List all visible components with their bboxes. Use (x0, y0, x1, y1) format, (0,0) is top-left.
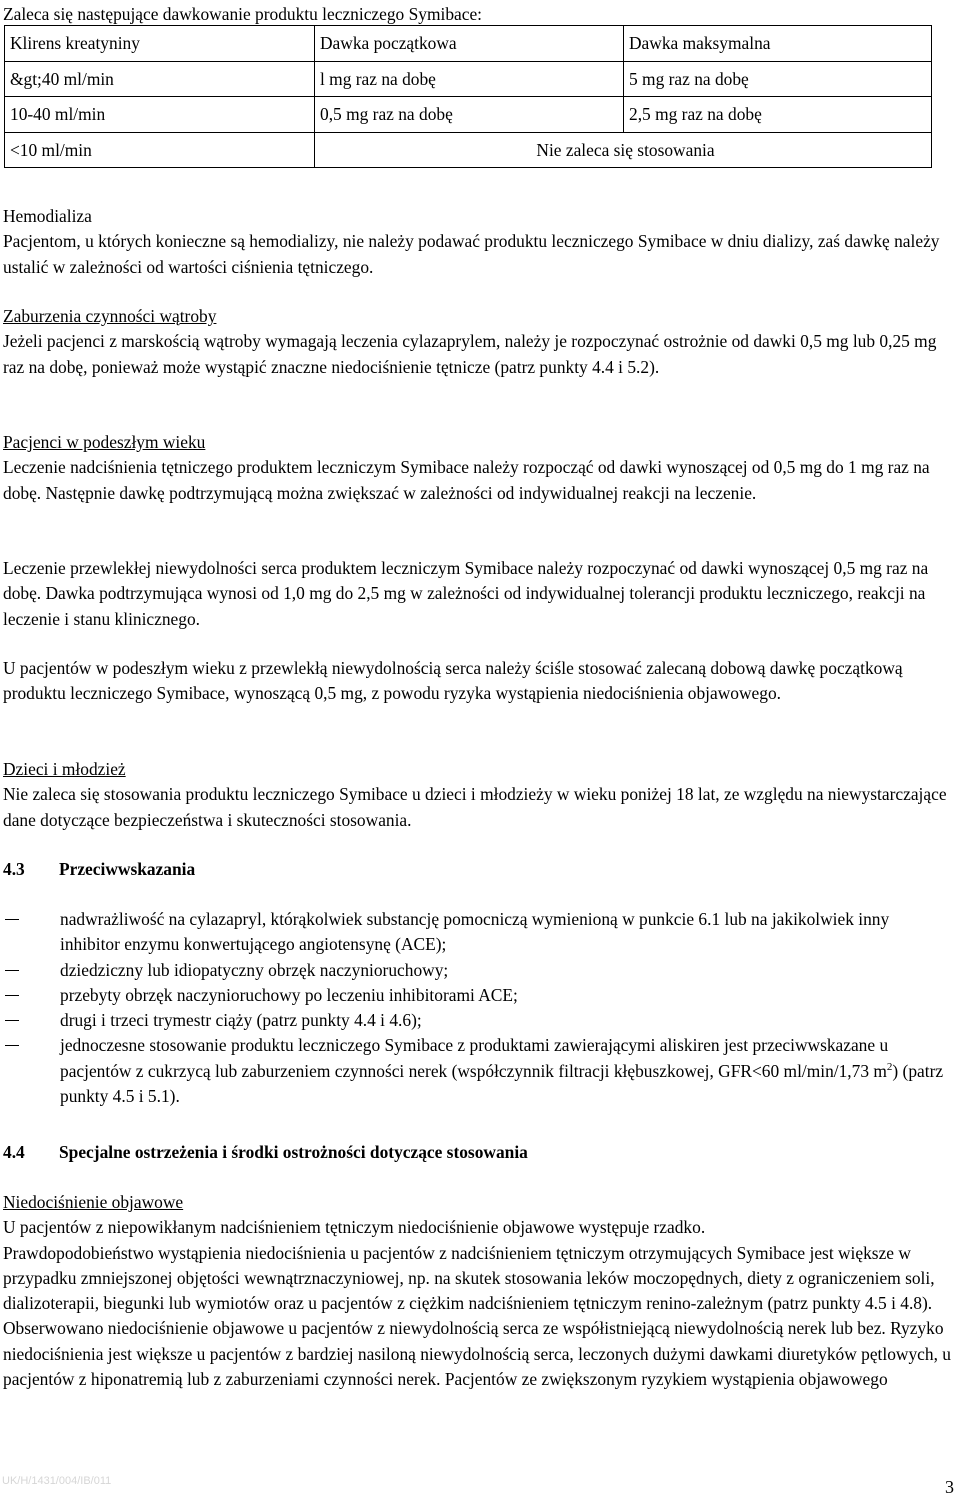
table-row (5, 61, 932, 97)
list-item: przebyty obrzęk naczynioruchowy po leczeniu inhibitorami ACE; (3, 983, 953, 1008)
section-number: 4.3 (3, 859, 25, 879)
elderly-section (3, 430, 953, 506)
table-cell: 10-40 ml/min (5, 97, 315, 133)
section-4-4-heading (3, 1140, 528, 1165)
table-header-cell: Klirens kreatyniny (5, 26, 315, 62)
liver-heading: Zaburzenia czynności wątroby (3, 306, 217, 326)
table-header-row (5, 26, 932, 62)
table-cell-merged: Nie zaleca się stosowania (315, 132, 932, 168)
hypotension-section (3, 1190, 953, 1392)
liver-text: Jeżeli pacjenci z marskością wątroby wymagają leczenia cylazaprylem, należy je rozpoczynać ostrożnie od dawki 0,5 mg lub 0,25 mg raz na dobę, ponieważ może wystąpić znaczne niedociśnienie tętnicze (patrz punkty 4.4 i 5.2). (3, 331, 937, 377)
list-item (3, 1033, 953, 1109)
table-row (5, 132, 932, 168)
section-4-3-heading (3, 857, 195, 882)
list-item-text: jednoczesne stosowanie produktu leczniczego Symibace z produktami zawierającymi aliskiren jest przeciwwskazane u pacjentów z cukrzycą lub zaburzeniem czynności nerek (współczynnik filtracji kłębuszkowej, GFR<60 ml/min/1,73 m (60, 1035, 889, 1081)
table-header-cell: Dawka początkowa (315, 26, 624, 62)
section-title: Przeciwwskazania (59, 859, 196, 879)
hypotension-line-2: Prawdopodobieństwo wystąpienia niedociśnienia u pacjentów z nadciśnieniem tętniczym otrzymujących Symibace jest większe w przypadku zmniejszonej objętości wewnątrznaczyniowej, np. na skutek stosowania leków moczopędnych, diety z ograniczeniem soli, dializoterapii, biegunki lub wymiotów oraz u pacjentów z ciężkim nadciśnieniem tętniczym renino-zależnym (patrz punkty 4.5 i 4.8). (3, 1242, 935, 1314)
section-title: Specjalne ostrzeżenia i środki ostrożności dotyczące stosowania (59, 1142, 528, 1162)
list-item: nadwrażliwość na cylazapryl, którąkolwiek substancję pomocniczą wymienioną w punkcie 6.1 lub na jakikolwiek inny inhibitor enzymu konwertującego angiotensynę (ACE); (3, 907, 953, 958)
list-item: dziedziczny lub idiopatyczny obrzęk naczynioruchowy; (3, 958, 953, 983)
hypotension-line-1: U pacjentów z niepowikłanym nadciśnieniem tętniczym niedociśnienie objawowe występuje rzadko. (3, 1217, 706, 1238)
page-number: 3 (945, 1477, 954, 1497)
section-number: 4.4 (3, 1142, 25, 1162)
elderly-heading: Pacjenci w podeszłym wieku (3, 432, 206, 452)
dosing-table (4, 25, 932, 168)
children-text: Nie zaleca się stosowania produktu leczniczego Symibace u dzieci i młodzieży w wieku poniżej 18 lat, ze względu na niewystarczające dane dotyczące bezpieczeństwa i skuteczności stosowania. (3, 784, 947, 830)
elderly-text-1: Leczenie nadciśnienia tętniczego produktem leczniczym Symibace należy rozpocząć od dawki wynoszącej od 0,5 mg do 1 mg raz na dobę. Następnie dawkę podtrzymującą można zwiększać w zależności od indywidualnej reakcji na leczenie. (3, 457, 930, 503)
hypotension-line-3: Obserwowano niedociśnienie objawowe u pacjentów z niewydolnością serca ze współistniejącą niewydolnością nerek lub bez. Ryzyko niedociśnienia jest większe u pacjentów z bardziej nasiloną niewydolnością serca, leczonych dużymi dawkami diuretyków pętlowych, u pacjentów z hiponatremią lub z zaburzeniami czynności nerek. Pacjentów ze zwiększonym ryzykiem wystąpienia objawowego (3, 1318, 951, 1390)
children-section (3, 757, 953, 833)
hemodialysis-text: Pacjentom, u których konieczne są hemodializy, nie należy podawać produktu leczniczego Symibace w dniu dializy, zaś dawkę należy ustalić w zależności od wartości ciśnienia tętniczego. (3, 231, 940, 277)
liver-section (3, 304, 953, 380)
contraindications-list-wrap (3, 907, 953, 1109)
hemodialysis-heading: Hemodializa (3, 206, 92, 226)
elderly-text-2: Leczenie przewlekłej niewydolności serca produktem leczniczym Symibace należy rozpoczynać od dawki wynoszącej 0,5 mg raz na dobę. Dawka podtrzymująca wynosi od 1,0 mg do 2,5 mg w zależności od indywidualnej tolerancji produktu leczniczego, reakcji na leczenie i stanu klinicznego. (3, 558, 929, 629)
hypotension-heading: Niedociśnienie objawowe (3, 1192, 184, 1212)
children-heading: Dzieci i młodzież (3, 759, 126, 779)
elderly-heart-failure-paragraph (3, 556, 953, 632)
table-header-cell: Dawka maksymalna (624, 26, 932, 62)
dosing-intro: Zaleca się następujące dawkowanie produktu leczniczego Symibace: (3, 4, 482, 24)
table-row (5, 97, 932, 133)
elderly-text-3: U pacjentów w podeszłym wieku z przewlekłą niewydolnością serca należy ściśle stosować zalecaną dobową dawkę początkową produktu leczniczego Symibace, wynoszącą 0,5 mg, z powodu ryzyka wystąpienia niedociśnienia objawowego. (3, 658, 903, 704)
superscript: 2 (886, 1060, 893, 1073)
elderly-risk-paragraph (3, 656, 953, 707)
list-item: drugi i trzeci trymestr ciąży (patrz punkty 4.4 i 4.6); (3, 1008, 953, 1033)
table-cell: &gt;40 ml/min (5, 61, 315, 97)
list-item-text-end: ) (patrz punkty 4.5 i 5.1). (60, 1060, 944, 1107)
hemodialysis-section (3, 204, 953, 280)
table-cell: 0,5 mg raz na dobę (315, 97, 624, 133)
table-cell: l mg raz na dobę (315, 61, 624, 97)
document-code: UK/H/1431/004/IB/011 (2, 1475, 112, 1487)
table-cell: <10 ml/min (5, 132, 315, 168)
table-cell: 5 mg raz na dobę (624, 61, 932, 97)
table-cell: 2,5 mg raz na dobę (624, 97, 932, 133)
contraindications-list (3, 907, 953, 1109)
